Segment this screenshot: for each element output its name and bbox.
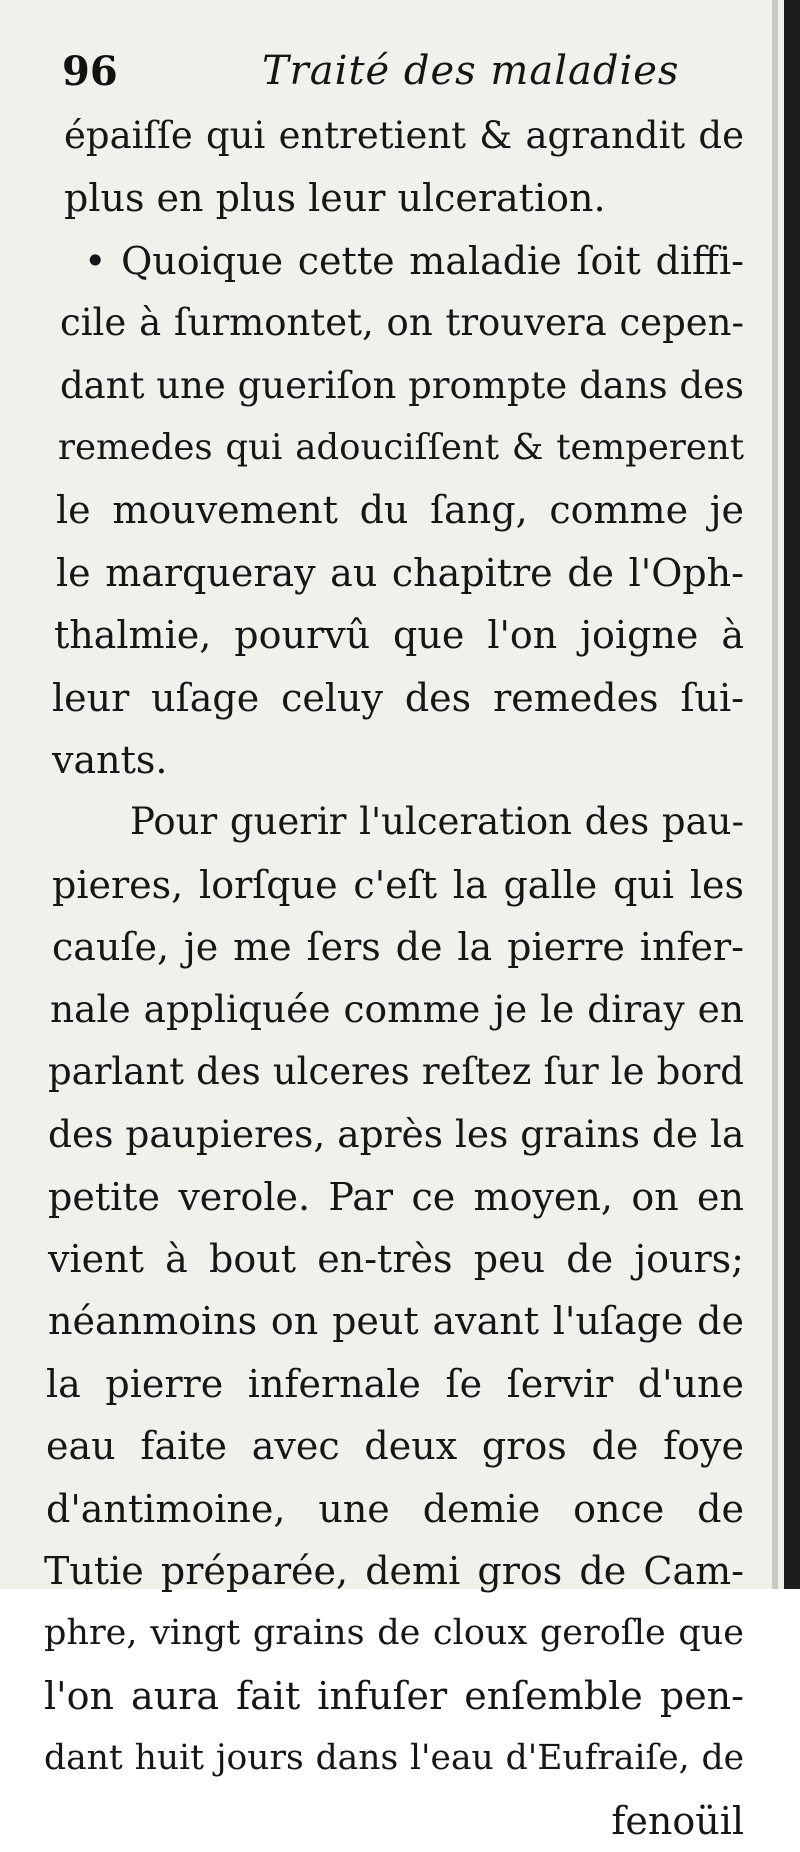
text-line: d'antimoine, une demie once de: [46, 1486, 744, 1531]
text-line: Tutie préparée, demi gros de Cam-: [44, 1548, 744, 1593]
text-line: néanmoins on peut avant l'uſage de: [48, 1299, 744, 1344]
text-line: thalmie, pourvû que l'on joigne à: [54, 613, 744, 658]
catchword: fenoüil: [611, 1798, 744, 1843]
text-line: pieres, lorſque c'eſt la galle qui les: [52, 862, 744, 907]
text-line: phre, vingt grains de cloux geroſle que: [44, 1613, 744, 1654]
text-line: le mouvement du ſang, comme je: [56, 488, 744, 533]
text-line: cile à ſurmontet, on trouvera cepen-: [60, 301, 744, 345]
text-line: eau faite avec deux gros de foye: [46, 1424, 744, 1469]
text-line: le marqueray au chapitre de l'Oph-: [56, 550, 744, 595]
text-line: des paupieres, après les grains de la: [48, 1112, 745, 1157]
text-line: remedes qui adouciſſent & temperent: [58, 426, 744, 468]
page-edge: [784, 0, 800, 1589]
text-line: • Quoique cette maladie ſoit diffi-: [84, 238, 744, 283]
text-line: Pour guerir l'ulceration des pau-: [130, 800, 744, 844]
running-head: Traité des maladies: [262, 48, 680, 94]
text-line: épaiſſe qui entretient & agrandit de: [64, 114, 744, 157]
text-line: cauſe, je me ſers de la pierre infer-: [52, 925, 744, 970]
text-line: parlant des ulceres reſtez ſur le bord: [48, 1049, 744, 1093]
body-text: [44, 105, 744, 1852]
text-line: nale appliquée comme je le diray en: [50, 987, 744, 1032]
text-line: vient à bout en-très peu de jours;: [48, 1237, 744, 1282]
text-line: dant huit jours dans l'eau d'Eufraiſe, de: [44, 1738, 744, 1779]
text-line: vants.: [52, 737, 168, 782]
page-gutter: [772, 0, 778, 1589]
text-line: dant une gueriſon prompte dans des: [60, 363, 744, 407]
text-line: petite verole. Par ce moyen, on en: [48, 1174, 744, 1219]
text-line: leur uſage celuy des remedes ſui-: [52, 675, 744, 720]
text-line: l'on aura fait infuſer enſemble pen-: [44, 1673, 744, 1718]
page-number: 96: [62, 48, 118, 95]
text-line: la pierre infernale ſe ſervir d'une: [46, 1361, 744, 1406]
page-header: [62, 48, 742, 108]
text-line: plus en plus leur ulceration.: [64, 176, 606, 221]
